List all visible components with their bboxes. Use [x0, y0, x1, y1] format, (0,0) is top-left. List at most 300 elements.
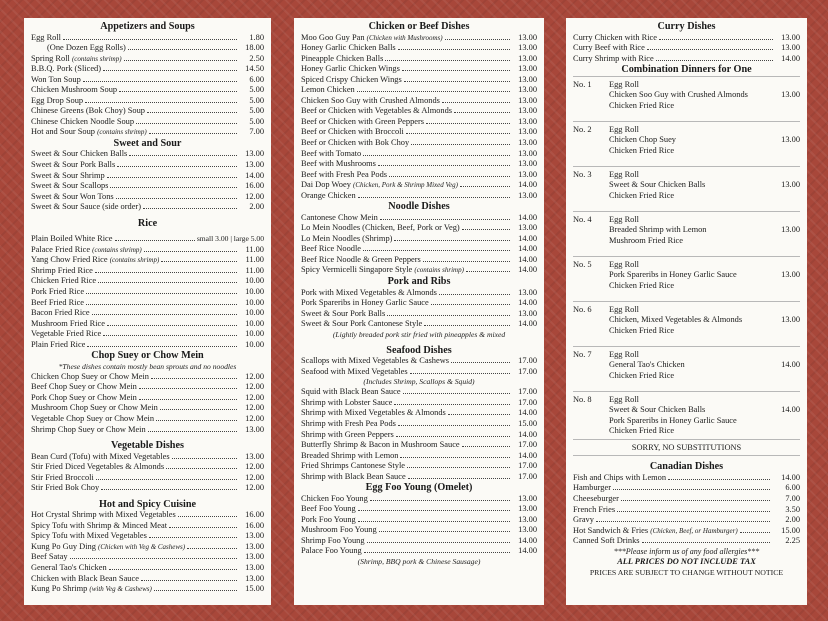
combo-number: No. 5 — [573, 259, 592, 269]
menu-item-label: Beef with Fresh Pea Pods — [301, 169, 388, 179]
leader-dots — [408, 478, 510, 479]
menu-item-row — [31, 266, 264, 277]
menu-item-label: Hamburger — [573, 483, 611, 493]
leader-dots — [642, 542, 770, 543]
menu-item-label: Seafood with Mixed Vegetables — [301, 366, 408, 376]
menu-item-name — [31, 531, 147, 542]
leader-dots — [400, 457, 510, 458]
menu-item-price: 10.00 — [245, 318, 264, 328]
menu-item-price: 13.00 — [518, 504, 537, 514]
leader-dots — [154, 590, 237, 591]
leader-dots — [460, 186, 510, 187]
menu-item-label: Bacon Fried Rice — [31, 308, 90, 318]
menu-item-row — [573, 505, 800, 516]
menu-item-note: (Chicken with Veg & Cashews) — [98, 542, 186, 551]
menu-item-name — [301, 33, 443, 44]
menu-item-price: 13.00 — [245, 451, 264, 461]
leader-dots — [98, 282, 237, 283]
leader-dots — [394, 240, 510, 241]
menu-item-price: 13.00 — [518, 85, 537, 95]
menu-item-price: 14.00 — [518, 244, 537, 254]
combo-line: Sweet & Sour Chicken Balls — [609, 405, 706, 415]
leader-dots — [466, 271, 510, 272]
menu-item-name — [301, 356, 449, 367]
menu-item-price: 17.00 — [518, 356, 537, 366]
leader-dots — [101, 489, 237, 490]
menu-item-row — [301, 387, 537, 398]
section-heading: Curry Dishes — [657, 21, 716, 32]
section-heading: Vegetable Dishes — [111, 440, 184, 452]
leader-dots — [107, 177, 237, 178]
menu-item-price: 13.00 — [518, 32, 537, 42]
menu-item-row — [301, 75, 537, 86]
menu-item-name — [31, 96, 83, 107]
menu-item-name — [301, 525, 377, 536]
leader-dots — [596, 521, 770, 522]
leader-dots — [357, 91, 510, 92]
combo-line: General Tao's Chicken — [609, 360, 685, 370]
menu-item-name — [301, 43, 396, 54]
leader-dots — [403, 393, 510, 394]
menu-item-row — [301, 408, 537, 419]
menu-item-row — [301, 515, 537, 526]
menu-item-price: 13.00 — [518, 127, 537, 137]
menu-item-price: 10.00 — [245, 308, 264, 318]
menu-column-middle — [294, 18, 544, 605]
menu-item-row — [301, 149, 537, 160]
leader-dots — [379, 531, 510, 532]
combo-line: Pork Spareribs in Honey Garlic Sauce — [609, 415, 737, 425]
menu-item-name — [301, 106, 452, 117]
menu-item-price: 13.00 — [245, 541, 264, 551]
leader-dots — [92, 314, 237, 315]
menu-item-row — [31, 372, 264, 383]
menu-item-row — [31, 106, 264, 117]
menu-item-name — [31, 574, 139, 585]
leader-dots — [129, 155, 237, 156]
menu-item-price: 17.00 — [518, 461, 537, 471]
leader-dots — [410, 373, 510, 374]
combo-price: 13.00 — [781, 224, 800, 234]
menu-item-label: Mushroom Chop Suey or Chow Mein — [31, 403, 158, 413]
menu-item-price: 14.00 — [518, 212, 537, 222]
menu-item-name — [573, 54, 654, 65]
leader-dots — [109, 569, 237, 570]
menu-item-label: Mushroom Fried Rice — [31, 318, 105, 328]
menu-item-price: 5.00 — [249, 95, 264, 105]
menu-item-label: French Fries — [573, 504, 616, 514]
menu-item-row — [31, 43, 264, 54]
leader-dots — [424, 325, 510, 326]
menu-item-label: Honey Garlic Chicken Balls — [301, 43, 396, 53]
leader-dots — [143, 208, 237, 209]
menu-item-name — [301, 127, 404, 138]
menu-item-name — [31, 308, 90, 319]
menu-item-row — [301, 127, 537, 138]
menu-item-price: 13.00 — [518, 493, 537, 503]
menu-item-label: Chicken Chop Suey or Chow Mein — [31, 371, 149, 381]
menu-item-price: 2.00 — [785, 515, 800, 525]
leader-dots — [358, 510, 510, 511]
menu-item-price: 13.00 — [245, 424, 264, 434]
menu-item-name — [573, 43, 645, 54]
leader-dots — [136, 123, 237, 124]
section-heading: Chicken or Beef Dishes — [368, 21, 470, 32]
leader-dots — [86, 293, 237, 294]
menu-item-price: 18.00 — [245, 43, 264, 53]
menu-item-label: Spicy Tofu with Mixed Vegetables — [31, 531, 147, 541]
menu-item-label: Egg Roll — [31, 32, 62, 42]
menu-item-label: Sweet & Sour Pork Balls — [301, 308, 386, 318]
menu-item-price: 14.00 — [518, 546, 537, 556]
leader-dots — [385, 60, 510, 61]
menu-item-row — [31, 473, 264, 484]
menu-item-name — [31, 382, 137, 393]
menu-item-price: 13.00 — [245, 160, 264, 170]
menu-item-price: 15.00 — [245, 584, 264, 594]
menu-item-label: Fried Shrimps Cantonese Style — [301, 461, 405, 471]
menu-item-name — [31, 33, 61, 44]
leader-dots — [87, 346, 237, 347]
menu-item-price: 7.00 — [249, 127, 264, 137]
leader-dots — [402, 70, 510, 71]
menu-item-name — [31, 106, 145, 117]
menu-item-name — [31, 75, 81, 86]
menu-item-price: 16.00 — [245, 520, 264, 530]
menu-item-name — [301, 234, 392, 245]
menu-item-row — [31, 96, 264, 107]
leader-dots — [431, 304, 510, 305]
leader-dots — [178, 516, 237, 517]
menu-item-price: 14.00 — [518, 265, 537, 275]
menu-item-name — [573, 536, 640, 547]
combo-number: No. 1 — [573, 79, 592, 89]
menu-item-name — [31, 393, 137, 404]
menu-item-name — [31, 510, 176, 521]
menu-item-name — [31, 181, 108, 192]
leader-dots — [103, 335, 237, 336]
menu-item-label: Beef Rice Noodle & Green Peppers — [301, 254, 421, 264]
menu-item-label: Pork Spareribs in Honey Garlic Sauce — [301, 298, 429, 308]
menu-item-name — [31, 255, 159, 266]
leader-dots — [378, 165, 510, 166]
menu-item-row — [573, 54, 800, 65]
leader-dots — [119, 91, 237, 92]
menu-item-row — [301, 319, 537, 330]
combo-line-main: Egg Roll — [609, 394, 640, 404]
leader-dots — [85, 102, 237, 103]
menu-item-name — [31, 171, 105, 182]
combo-price: 14.00 — [781, 404, 800, 414]
menu-item-row — [31, 54, 264, 65]
menu-item-name — [31, 340, 85, 351]
menu-item-price: 12.00 — [245, 483, 264, 493]
menu-item-label: (One Dozen Egg Rolls) — [47, 43, 126, 53]
menu-item-name — [301, 138, 409, 149]
menu-item-price: 14.00 — [518, 319, 537, 329]
combo-line: Chicken Fried Rice — [609, 426, 675, 436]
menu-item-price: 13.00 — [245, 573, 264, 583]
menu-item-label: Beef or Chicken with Vegetables & Almonds — [301, 106, 453, 116]
menu-item-row — [301, 223, 537, 234]
menu-item-note: (contains shrimp) — [71, 54, 122, 63]
menu-item-note: (Chicken with Mushrooms) — [366, 33, 443, 42]
combo-items — [609, 305, 770, 344]
menu-item-label: B.B.Q. Pork (Sliced) — [31, 64, 102, 74]
leader-dots — [95, 272, 237, 273]
menu-item-row — [31, 33, 264, 44]
menu-item-price: 14.00 — [518, 180, 537, 190]
menu-item-name — [31, 329, 101, 340]
combo-line: Chicken Soo Guy with Crushed Almonds — [609, 90, 748, 100]
menu-item-row — [31, 308, 264, 319]
menu-item-price: 13.00 — [245, 531, 264, 541]
menu-item-row — [573, 43, 800, 54]
menu-item-note: (Chicken, Pork & Shrimp Mixed Veg) — [352, 181, 458, 190]
menu-item-price: 10.00 — [245, 339, 264, 349]
menu-item-row — [301, 54, 537, 65]
leader-dots — [423, 261, 510, 262]
leader-dots — [363, 155, 510, 156]
menu-item-label: Sweet & Sour Sauce (side order) — [31, 202, 142, 212]
menu-item-row — [31, 171, 264, 182]
menu-item-price: 13.00 — [245, 149, 264, 159]
menu-item-row — [31, 127, 264, 138]
menu-item-row — [31, 452, 264, 463]
menu-item-name — [301, 430, 394, 441]
menu-item-name — [301, 223, 460, 234]
menu-item-row — [31, 234, 264, 245]
leader-dots — [740, 532, 770, 533]
menu-item-label: Chicken Foo Young — [301, 493, 368, 503]
menu-item-note: (Chicken, Beef, or Hamburger) — [650, 526, 738, 535]
menu-item-row — [301, 309, 537, 320]
menu-item-name — [301, 546, 362, 557]
combo-price: 13.00 — [781, 89, 800, 99]
leader-dots — [166, 468, 237, 469]
menu-item-row — [31, 483, 264, 494]
menu-item-name — [31, 160, 115, 171]
menu-item-row — [31, 382, 264, 393]
menu-item-name — [301, 244, 361, 255]
menu-item-label: Beef or Chicken with Bok Choy — [301, 137, 410, 147]
menu-item-name — [301, 159, 376, 170]
menu-item-label: Spicy Vermicelli Singapore Style — [301, 265, 413, 275]
combo-line: Pork Spareribs in Honey Garlic Sauce — [609, 270, 737, 280]
leader-dots — [141, 580, 237, 581]
menu-column-right — [566, 18, 807, 605]
leader-dots — [151, 378, 237, 379]
combo-items — [609, 350, 770, 389]
menu-item-row — [301, 356, 537, 367]
combo-number: No. 7 — [573, 349, 592, 359]
menu-item-name — [301, 149, 361, 160]
menu-item-price: 13.00 — [518, 308, 537, 318]
leader-dots — [110, 187, 237, 188]
menu-item-name — [301, 288, 437, 299]
menu-item-name — [301, 494, 368, 505]
leader-dots — [398, 425, 510, 426]
menu-item-price: 13.00 — [781, 43, 800, 53]
menu-item-row — [31, 329, 264, 340]
menu-item-name — [301, 75, 402, 86]
menu-item-row — [31, 340, 264, 351]
menu-item-row — [31, 276, 264, 287]
menu-item-row — [301, 440, 537, 451]
menu-item-price: 17.00 — [518, 387, 537, 397]
menu-item-label: Pork with Mixed Vegetables & Almonds — [301, 287, 437, 297]
menu-item-row — [31, 531, 264, 542]
menu-item-label: Breaded Shrimp with Lemon — [301, 450, 399, 460]
menu-item-row — [31, 414, 264, 425]
leader-dots — [451, 362, 510, 363]
menu-item-row — [301, 255, 537, 266]
menu-item-row — [301, 170, 537, 181]
leader-dots — [139, 399, 237, 400]
menu-item-name — [31, 372, 149, 383]
menu-item-price: 11.00 — [245, 265, 264, 275]
menu-item-name — [573, 526, 738, 537]
combo-items — [609, 170, 770, 209]
menu-item-name — [31, 425, 146, 436]
leader-dots — [117, 166, 237, 167]
menu-item-row — [573, 494, 800, 505]
menu-item-price: 13.00 — [518, 190, 537, 200]
menu-item-label: Sweet & Sour Scallops — [31, 181, 109, 191]
menu-item-label: Palace Foo Young — [301, 546, 362, 556]
price-change-notice: PRICES ARE SUBJECT TO CHANGE WITHOUT NOTICE — [589, 567, 784, 577]
menu-item-price: 12.00 — [245, 403, 264, 413]
menu-item-label: Kung Po Guy Ding — [31, 541, 96, 551]
menu-item-name — [573, 473, 666, 484]
menu-item-name — [31, 276, 96, 287]
combo-item — [573, 302, 800, 347]
menu-item-label: Beef Rice Noodle — [301, 244, 361, 254]
menu-item-label: Yang Chow Fried Rice — [31, 255, 108, 265]
combo-price: 14.00 — [781, 359, 800, 369]
combo-line: Breaded Shrimp with Lemon — [609, 225, 707, 235]
menu-item-price: 17.00 — [518, 440, 537, 450]
menu-item-name — [301, 451, 398, 462]
leader-dots — [83, 81, 237, 82]
menu-item-price: 13.00 — [518, 74, 537, 84]
menu-item-row — [31, 75, 264, 86]
menu-item-row — [301, 43, 537, 54]
menu-item-price: 6.00 — [249, 74, 264, 84]
combo-items — [609, 80, 770, 119]
menu-item-label: Sweet & Sour Pork Balls — [31, 160, 116, 170]
leader-dots — [394, 404, 510, 405]
menu-item-row — [573, 33, 800, 44]
combo-item — [573, 167, 800, 212]
menu-item-name — [31, 521, 167, 532]
menu-item-name — [301, 64, 400, 75]
menu-item-label: Moo Goo Guy Pan — [301, 32, 365, 42]
leader-dots — [398, 49, 510, 50]
leader-dots — [613, 489, 770, 490]
menu-item-row — [301, 298, 537, 309]
leader-dots — [439, 294, 510, 295]
menu-item-label: Beef or Chicken with Green Peppers — [301, 116, 425, 126]
menu-item-label: Sweet & Sour Shrimp — [31, 170, 105, 180]
leader-dots — [462, 446, 510, 447]
menu-item-price: 14.00 — [518, 450, 537, 460]
menu-item-row — [31, 462, 264, 473]
menu-item-label: Won Ton Soup — [31, 74, 81, 84]
menu-item-price: 15.00 — [781, 525, 800, 535]
menu-item-price: 10.00 — [245, 329, 264, 339]
menu-item-name — [31, 563, 107, 574]
menu-item-price: 17.00 — [518, 397, 537, 407]
menu-item-name — [301, 387, 401, 398]
menu-item-row — [31, 298, 264, 309]
menu-item-name — [31, 403, 158, 414]
menu-item-name — [31, 414, 154, 425]
combo-line-main: Egg Roll — [609, 124, 640, 134]
menu-item-label: Beef or Chicken with Broccoli — [301, 127, 404, 137]
menu-item-name — [31, 552, 68, 563]
combo-line: Sweet & Sour Chicken Balls — [609, 180, 706, 190]
combo-line-main: Egg Roll — [609, 169, 640, 179]
section-heading: Sweet and Sour — [113, 137, 182, 149]
menu-item-row — [301, 494, 537, 505]
menu-item-row — [31, 149, 264, 160]
menu-item-price: 12.00 — [245, 191, 264, 201]
leader-dots — [396, 436, 510, 437]
combo-line: Chicken Fried Rice — [609, 190, 675, 200]
menu-item-label: Canned Soft Drinks — [573, 536, 640, 546]
menu-item-name — [301, 213, 378, 224]
menu-item-name — [31, 202, 141, 213]
leader-dots — [454, 112, 510, 113]
leader-dots — [668, 479, 770, 480]
menu-item-price: 14.00 — [781, 53, 800, 63]
menu-item-label: Mushroom Foo Young — [301, 525, 377, 535]
leader-dots — [647, 49, 773, 50]
leader-dots — [169, 527, 237, 528]
menu-item-label: Vegetable Fried Rice — [31, 329, 102, 339]
leader-dots — [389, 176, 510, 177]
menu-item-label: Shrimp with Mixed Vegetables & Almonds — [301, 408, 446, 418]
menu-item-price: 5.00 — [249, 106, 264, 116]
menu-item-name — [301, 504, 356, 515]
menu-item-price: 2.25 — [785, 536, 800, 546]
menu-item-price: 17.00 — [518, 471, 537, 481]
combo-price: 13.00 — [781, 134, 800, 144]
menu-item-price: 13.00 — [518, 287, 537, 297]
menu-item-name — [31, 584, 152, 595]
menu-item-price: 15.00 — [518, 418, 537, 428]
menu-item-name — [301, 96, 440, 107]
combo-line: Chicken, Mixed Vegetables & Almonds — [609, 315, 743, 325]
menu-item-price: 2.00 — [249, 202, 264, 212]
menu-item-price: 12.00 — [245, 392, 264, 402]
section-heading: Pork and Ribs — [387, 276, 451, 288]
menu-item-price: 14.00 — [518, 233, 537, 243]
menu-item-label: Beef Fried Rice — [31, 297, 85, 307]
menu-item-label: Squid with Black Bean Sauce — [301, 387, 401, 397]
menu-item-price: 14.00 — [518, 429, 537, 439]
combo-item — [573, 257, 800, 302]
menu-item-price: 14.00 — [518, 408, 537, 418]
menu-item-label: Curry Shrimp with Rice — [573, 53, 654, 63]
menu-item-row — [301, 265, 537, 276]
combo-number: No. 6 — [573, 304, 592, 314]
menu-item-label: Gravy — [573, 515, 594, 525]
leader-dots — [445, 39, 510, 40]
menu-item-row — [301, 398, 537, 409]
menu-item-row — [301, 504, 537, 515]
